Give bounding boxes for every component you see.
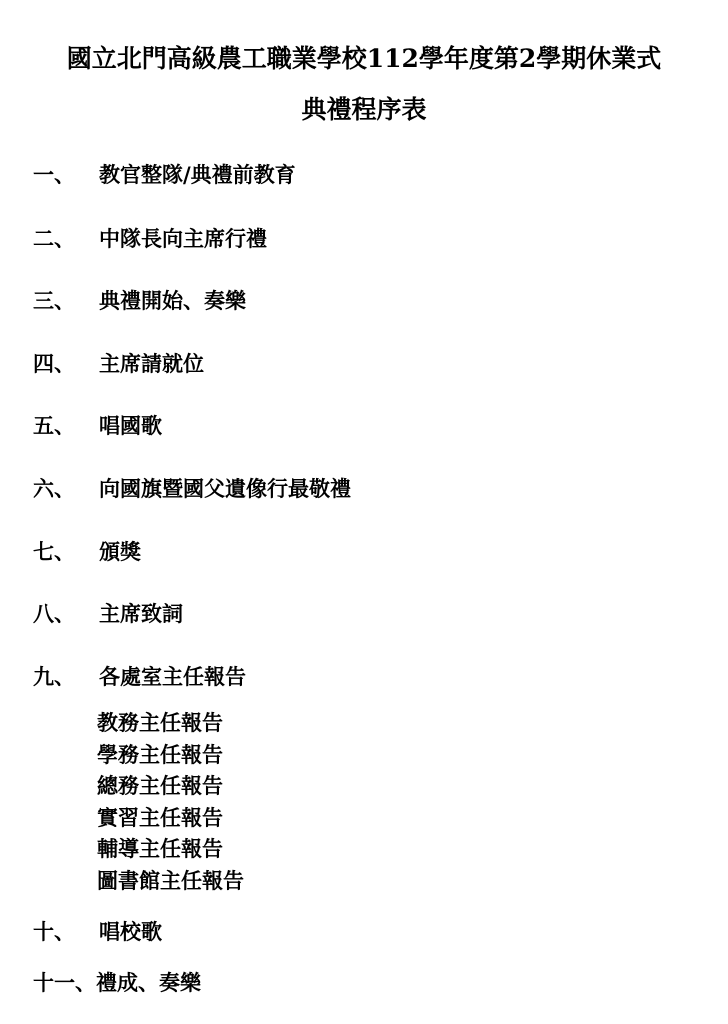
item-text: 頒獎 — [99, 539, 141, 564]
program-item — [33, 662, 246, 692]
item-text: 主席致詞 — [99, 601, 183, 626]
item-number: 四、 — [33, 351, 75, 376]
program-item — [33, 537, 141, 567]
item-text: 中隊長向主席行禮 — [99, 226, 267, 251]
item-text: 主席請就位 — [99, 351, 204, 376]
program-item — [33, 474, 351, 504]
item-text: 禮成、奏樂 — [96, 970, 201, 995]
report-item: 實習主任報告 — [97, 804, 223, 830]
program-item — [33, 349, 204, 379]
program-item — [33, 160, 296, 190]
report-item: 圖書館主任報告 — [97, 867, 244, 893]
item-text: 教官整隊/典禮前教育 — [99, 162, 296, 187]
item-number: 三、 — [33, 288, 75, 313]
item-text: 向國旗暨國父遺像行最敬禮 — [99, 476, 351, 501]
item-number: 十一、 — [33, 970, 96, 995]
item-text: 唱國歌 — [99, 413, 162, 438]
report-item: 教務主任報告 — [97, 710, 223, 735]
report-item: 學務主任報告 — [97, 741, 223, 767]
report-item: 總務主任報告 — [97, 773, 223, 798]
title-line-1: 國立北門高級農工職業學校112學年度第2學期休業式 — [66, 44, 662, 73]
item-text: 典禮開始、奏樂 — [99, 288, 246, 313]
item-number: 一、 — [33, 162, 75, 187]
program-item — [33, 286, 246, 316]
item-number: 六、 — [33, 476, 75, 501]
item-number: 八、 — [33, 601, 75, 626]
program-item — [33, 917, 162, 947]
item-text: 各處室主任報告 — [99, 664, 246, 689]
item-number: 二、 — [33, 226, 75, 251]
program-item — [33, 224, 267, 254]
title-line-2: 典禮程序表 — [301, 95, 427, 124]
item-number: 七、 — [33, 539, 75, 564]
item-text: 唱校歌 — [99, 919, 162, 944]
program-item — [33, 968, 201, 998]
report-item: 輔導主任報告 — [97, 836, 223, 861]
item-number: 五、 — [33, 413, 75, 438]
item-number: 九、 — [33, 664, 75, 689]
program-item — [33, 411, 162, 441]
report-sublist — [97, 707, 244, 896]
program-item — [33, 599, 183, 629]
item-number: 十、 — [33, 919, 75, 944]
